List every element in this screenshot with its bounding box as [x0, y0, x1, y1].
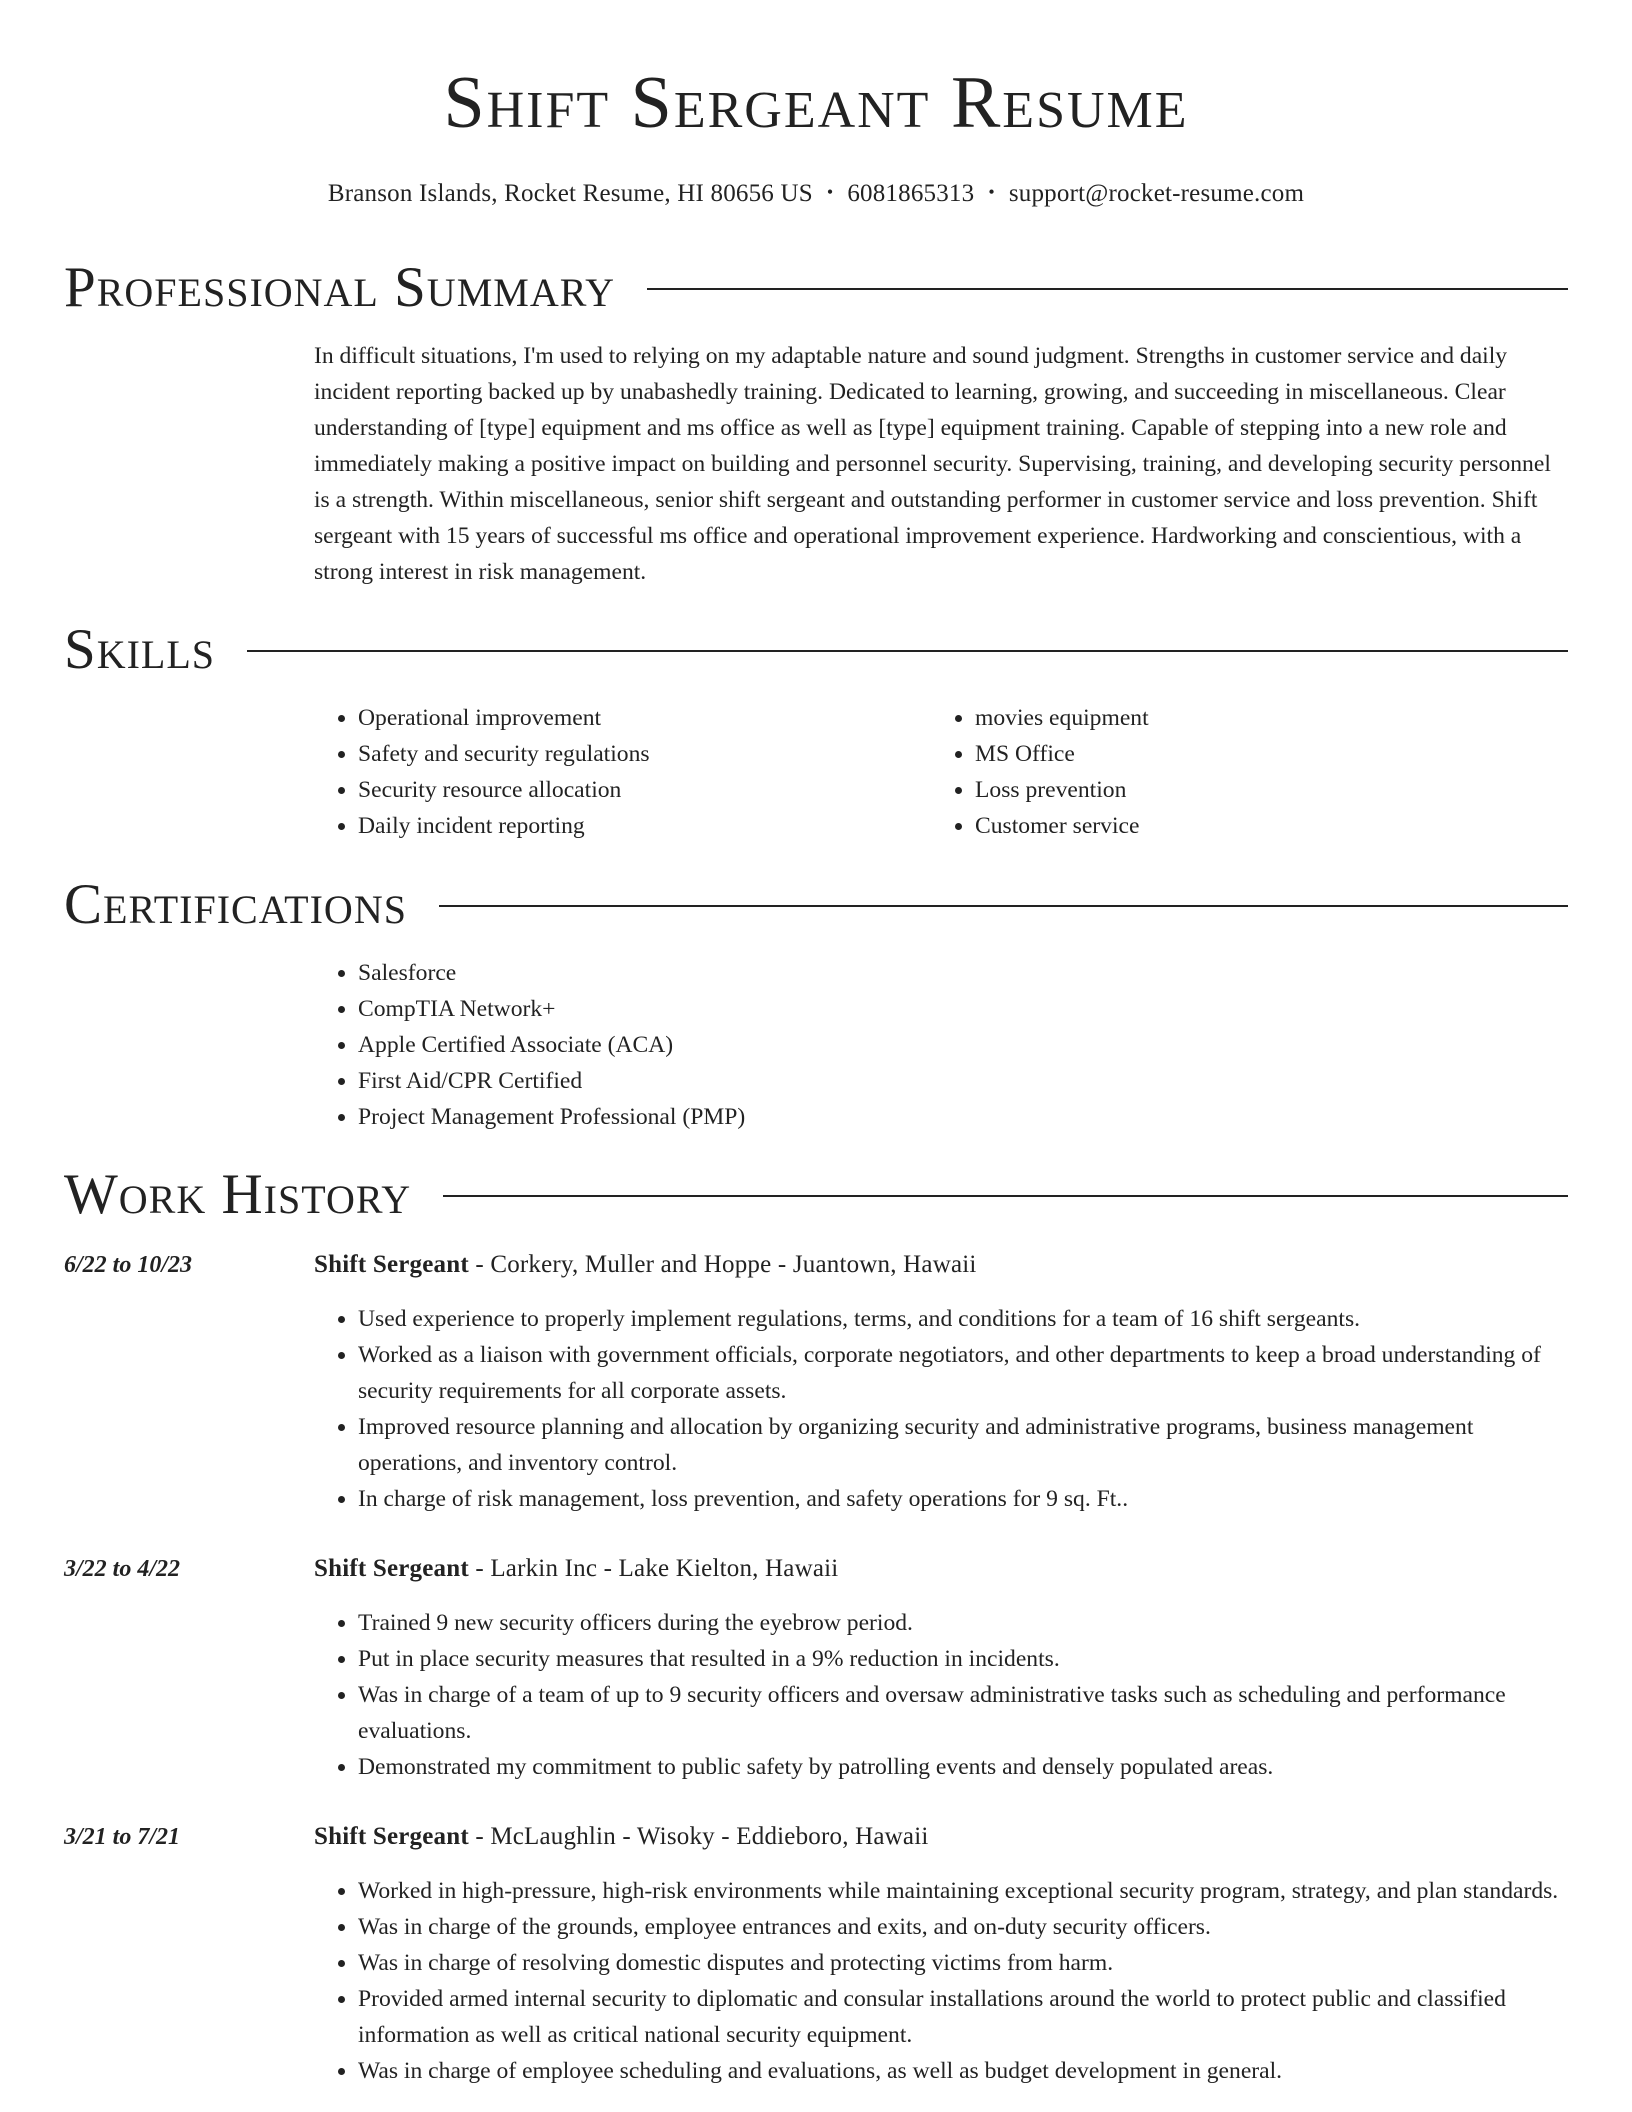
- job-dates: 3/22 to 4/22: [64, 1556, 181, 1582]
- skill-item: • Daily incident reporting: [358, 808, 914, 844]
- section-heading-skills: [64, 618, 1568, 682]
- job-duties: [314, 1873, 1572, 2089]
- section-divider: [443, 1195, 1568, 1197]
- contact-separator: •: [826, 182, 834, 202]
- job-company-location: - McLaughlin - Wisoky - Eddieboro, Hawaii: [468, 1823, 929, 1850]
- job-duty: • Used experience to properly implement regulations, terms, and conditions for a team of 16 shift sergeants.: [358, 1301, 1572, 1337]
- job-duty: • Was in charge of the grounds, employee entrances and exits, and on-duty security officers.: [358, 1909, 1572, 1945]
- section-title: Work History: [64, 1163, 412, 1226]
- certification-item: • CompTIA Network+: [358, 991, 745, 1027]
- section-title: Skills: [64, 618, 216, 681]
- section-heading-summary: [64, 256, 1568, 320]
- contact-address: Branson Islands, Rocket Resume, HI 80656 US: [327, 180, 813, 207]
- section-heading-work-history: [64, 1163, 1568, 1227]
- certification-item: • Salesforce: [358, 955, 745, 991]
- job-duties: [314, 1605, 1572, 1785]
- job-duty: • Worked as a liaison with government officials, corporate negotiators, and other departments to keep a broad understanding of security requirements for all corporate assets.: [358, 1337, 1572, 1409]
- section-divider: [247, 650, 1568, 652]
- job-company-location: - Larkin Inc - Lake Kielton, Hawaii: [468, 1555, 839, 1582]
- skill-item: • Customer service: [975, 808, 1531, 844]
- skill-item: • Security resource allocation: [358, 772, 914, 808]
- job-dates: 3/21 to 7/21: [64, 1824, 181, 1850]
- section-divider: [439, 905, 1568, 907]
- job-duty: • Was in charge of a team of up to 9 security officers and oversaw administrative tasks such as scheduling and performance evaluations.: [358, 1677, 1572, 1749]
- job-headline: [314, 1247, 1572, 1283]
- job-dates: 6/22 to 10/23: [64, 1252, 193, 1278]
- job-duty: • Demonstrated my commitment to public safety by patrolling events and densely populated areas.: [358, 1749, 1572, 1785]
- job-duties: [314, 1301, 1572, 1517]
- contact-phone: 6081865313: [847, 180, 975, 207]
- section-divider: [647, 288, 1568, 290]
- contact-email: support@rocket-resume.com: [1008, 180, 1305, 207]
- skill-item: • Loss prevention: [975, 772, 1531, 808]
- job-role: Shift Sergeant: [314, 1823, 469, 1850]
- skills-column-left: [314, 700, 914, 844]
- job-duty: • Provided armed internal security to diplomatic and consular installations around the world to protect public and classified information as well as critical national security equipment.: [358, 1981, 1572, 2053]
- certifications-list: [314, 955, 745, 1135]
- job-headline: [314, 1819, 1572, 1855]
- skill-item: • MS Office: [975, 736, 1531, 772]
- summary-text: In difficult situations, I'm used to relying on my adaptable nature and sound judgment. Strengths in customer service and daily incident reporting backed up by unabashedly training. Dedicated to learning, growing, and succeeding in miscellaneous. Clear understanding of [type] equipment and ms office as well as [type] equipment training. Capable of stepping into a new role and immediately making a positive impact on building and personnel security. Supervising, training, and developing security personnel is a strength. Within miscellaneous, senior shift sergeant and outstanding performer in customer service and loss prevention. Shift sergeant with 15 years of successful ms office and operational improvement experience. Hardworking and conscientious, with a strong interest in risk management.: [314, 343, 1551, 585]
- section-title: Certifications: [64, 873, 407, 936]
- skill-item: • Operational improvement: [358, 700, 914, 736]
- skill-item: • movies equipment: [975, 700, 1531, 736]
- job-duty: • Worked in high-pressure, high-risk environments while maintaining exceptional security program, strategy, and plan standards.: [358, 1873, 1572, 1909]
- job-duty: • In charge of risk management, loss prevention, and safety operations for 9 sq. Ft..: [358, 1481, 1572, 1517]
- contact-separator: •: [988, 182, 995, 202]
- job-duty: • Trained 9 new security officers during the eyebrow period.: [358, 1605, 1572, 1641]
- certification-item: • First Aid/CPR Certified: [358, 1063, 745, 1099]
- resume-title: Shift Sergeant Resume: [443, 62, 1189, 144]
- section-heading-certifications: [64, 873, 1568, 937]
- section-title: Professional Summary: [64, 256, 616, 319]
- job-duty: • Was in charge of employee scheduling and evaluations, as well as budget development in general.: [358, 2053, 1572, 2089]
- job-headline: [314, 1551, 1572, 1587]
- skills-column-right: [931, 700, 1531, 844]
- job-role: Shift Sergeant: [314, 1555, 469, 1582]
- skill-item: • Safety and security regulations: [358, 736, 914, 772]
- job-duty: • Was in charge of resolving domestic disputes and protecting victims from harm.: [358, 1945, 1572, 1981]
- job-role: Shift Sergeant: [314, 1251, 469, 1278]
- certification-item: • Project Management Professional (PMP): [358, 1099, 745, 1135]
- job-company-location: - Corkery, Muller and Hoppe - Juantown, Hawaii: [468, 1251, 977, 1278]
- job-duty: • Improved resource planning and allocation by organizing security and administrative programs, business management operations, and inventory control.: [358, 1409, 1572, 1481]
- certification-item: • Apple Certified Associate (ACA): [358, 1027, 745, 1063]
- contact-line: [0, 172, 1632, 214]
- job-duty: • Put in place security measures that resulted in a 9% reduction in incidents.: [358, 1641, 1572, 1677]
